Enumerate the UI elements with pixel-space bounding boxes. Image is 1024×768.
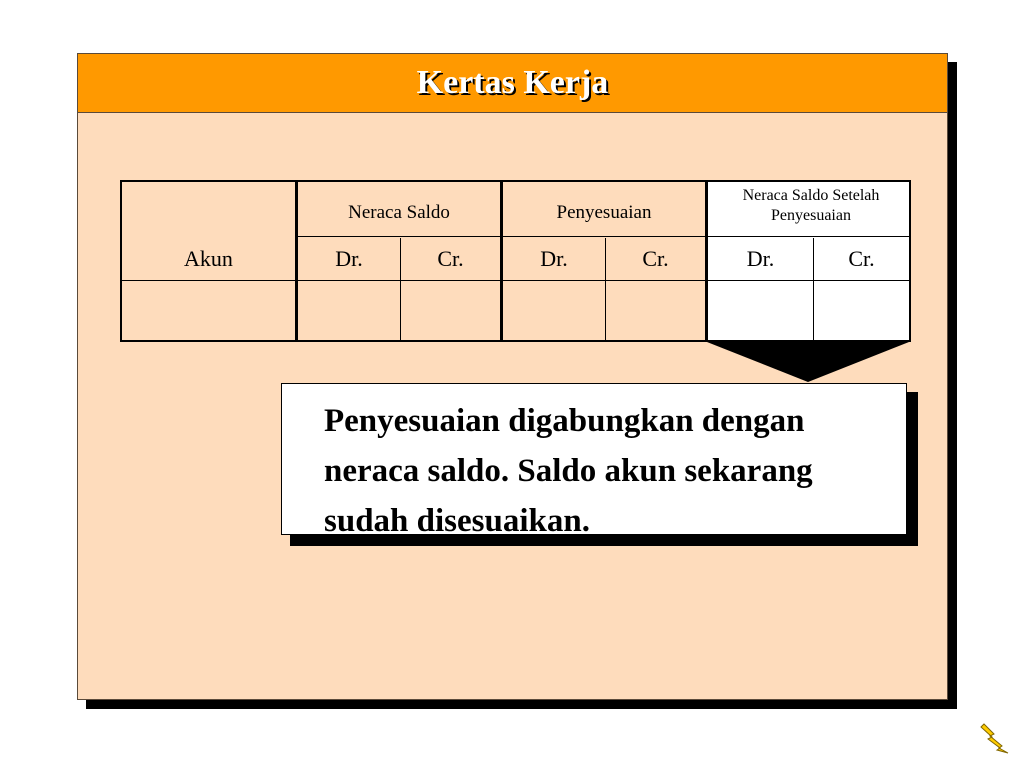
- worksheet-table: [120, 180, 911, 342]
- adjusted-trial-balance-debit: Dr.: [746, 246, 775, 271]
- account-header: Akun: [184, 246, 233, 271]
- table-border-right: [909, 180, 911, 342]
- group-header-rule: [298, 236, 909, 237]
- callout-box: [281, 383, 907, 539]
- trial-balance-header: Neraca Saldo: [348, 202, 450, 223]
- adjusted-trial-balance-header: Neraca Saldo Setelah Penyesuaian: [742, 187, 880, 224]
- lightning-bolt-icon[interactable]: [980, 722, 1010, 754]
- pointer-arrow: [707, 342, 909, 382]
- adjustments-header: Penyesuaian: [556, 202, 652, 223]
- slide-title: Kertas Kerja: [416, 64, 609, 101]
- adjustments-debit: Dr.: [540, 246, 568, 271]
- callout-text: Penyesuaian digabungkan dengan neraca saldo. Saldo akun sekarang sudah disesuaikan.: [324, 403, 813, 539]
- column-header-rule: [120, 280, 911, 281]
- adjusted-trial-balance-credit: Cr.: [848, 246, 875, 271]
- adjustments-credit: Cr.: [642, 246, 669, 271]
- trial-balance-debit: Dr.: [335, 246, 363, 271]
- table-border-top: [120, 180, 911, 182]
- trial-balance-credit: Cr.: [437, 246, 464, 271]
- title-bar: [78, 54, 947, 113]
